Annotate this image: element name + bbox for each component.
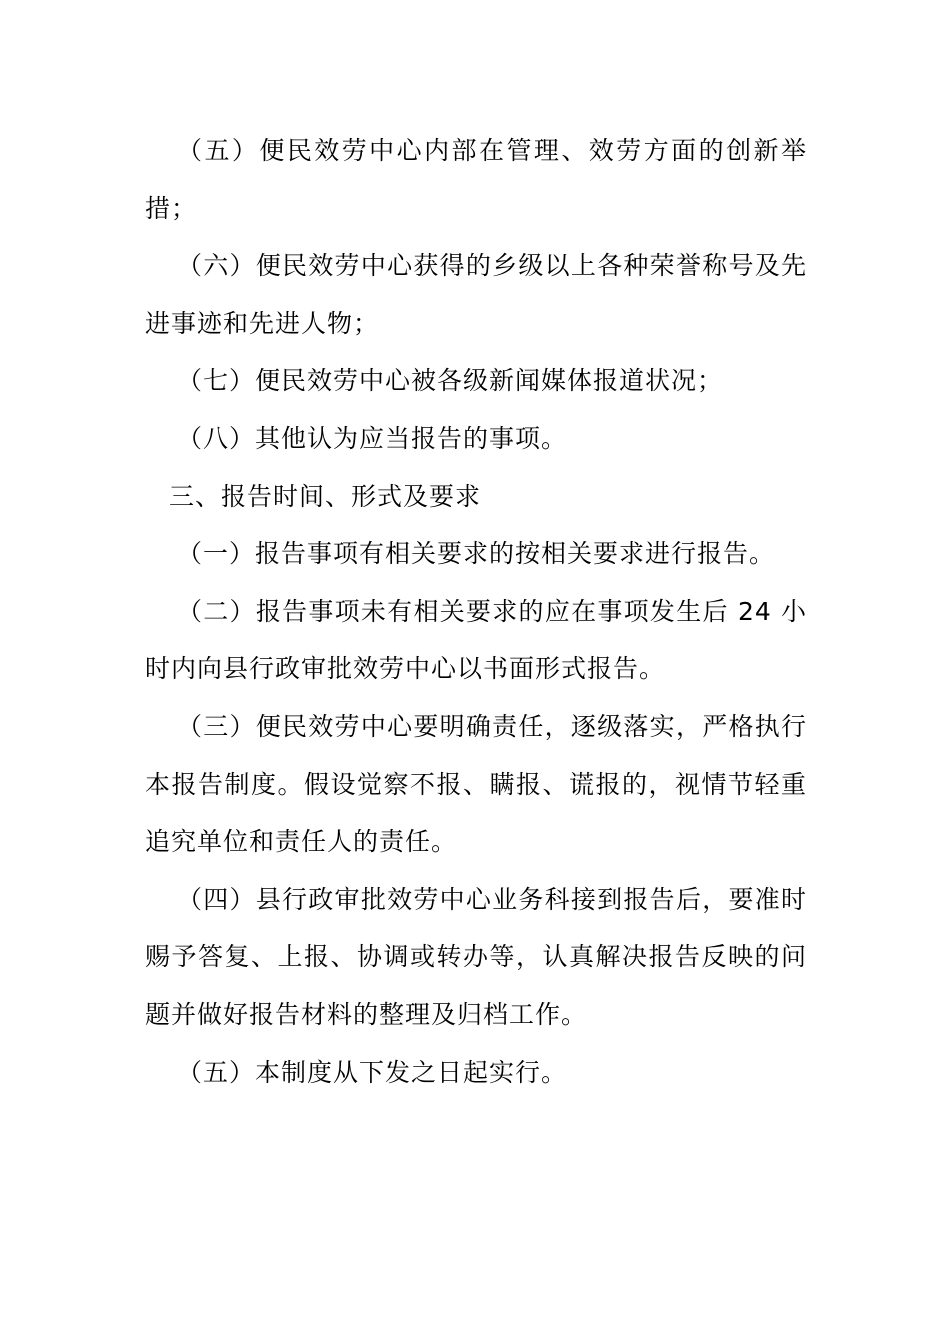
document-body bbox=[145, 122, 807, 1101]
section-heading-3: 三、报告时间、形式及要求 bbox=[169, 481, 482, 511]
paragraph-item-5: （五）便民效劳中心内部在管理、效劳方面的创新举措； bbox=[145, 136, 807, 223]
paragraph-item-7: （七）便民效劳中心被各级新闻媒体报道状况； bbox=[177, 366, 724, 396]
paragraph-requirement-4: （四）县行政审批效劳中心业务科接到报告后，要准时赐予答复、上报、协调或转办等，认真解决报告反映的问题并做好报告材料的整理及归档工作。 bbox=[145, 884, 807, 1029]
paragraph-item-8: （八）其他认为应当报告的事项。 bbox=[177, 423, 568, 453]
paragraph-requirement-3: （三）便民效劳中心要明确责任，逐级落实，严格执行本报告制度。假设觉察不报、瞒报、谎报的，视情节轻重追究单位和责任人的责任。 bbox=[145, 711, 807, 857]
paragraph-requirement-1: （一）报告事项有相关要求的按相关要求进行报告。 bbox=[177, 539, 776, 569]
paragraph-requirement-5: （五）本制度从下发之日起实行。 bbox=[177, 1057, 568, 1087]
paragraph-requirement-2: （二）报告事项未有相关要求的应在事项发生后 24 小时内向县行政审批效劳中心以书面形式报告。 bbox=[145, 596, 807, 684]
paragraph-item-6: （六）便民效劳中心获得的乡级以上各种荣誉称号及先进事迹和先进人物； bbox=[145, 251, 807, 338]
